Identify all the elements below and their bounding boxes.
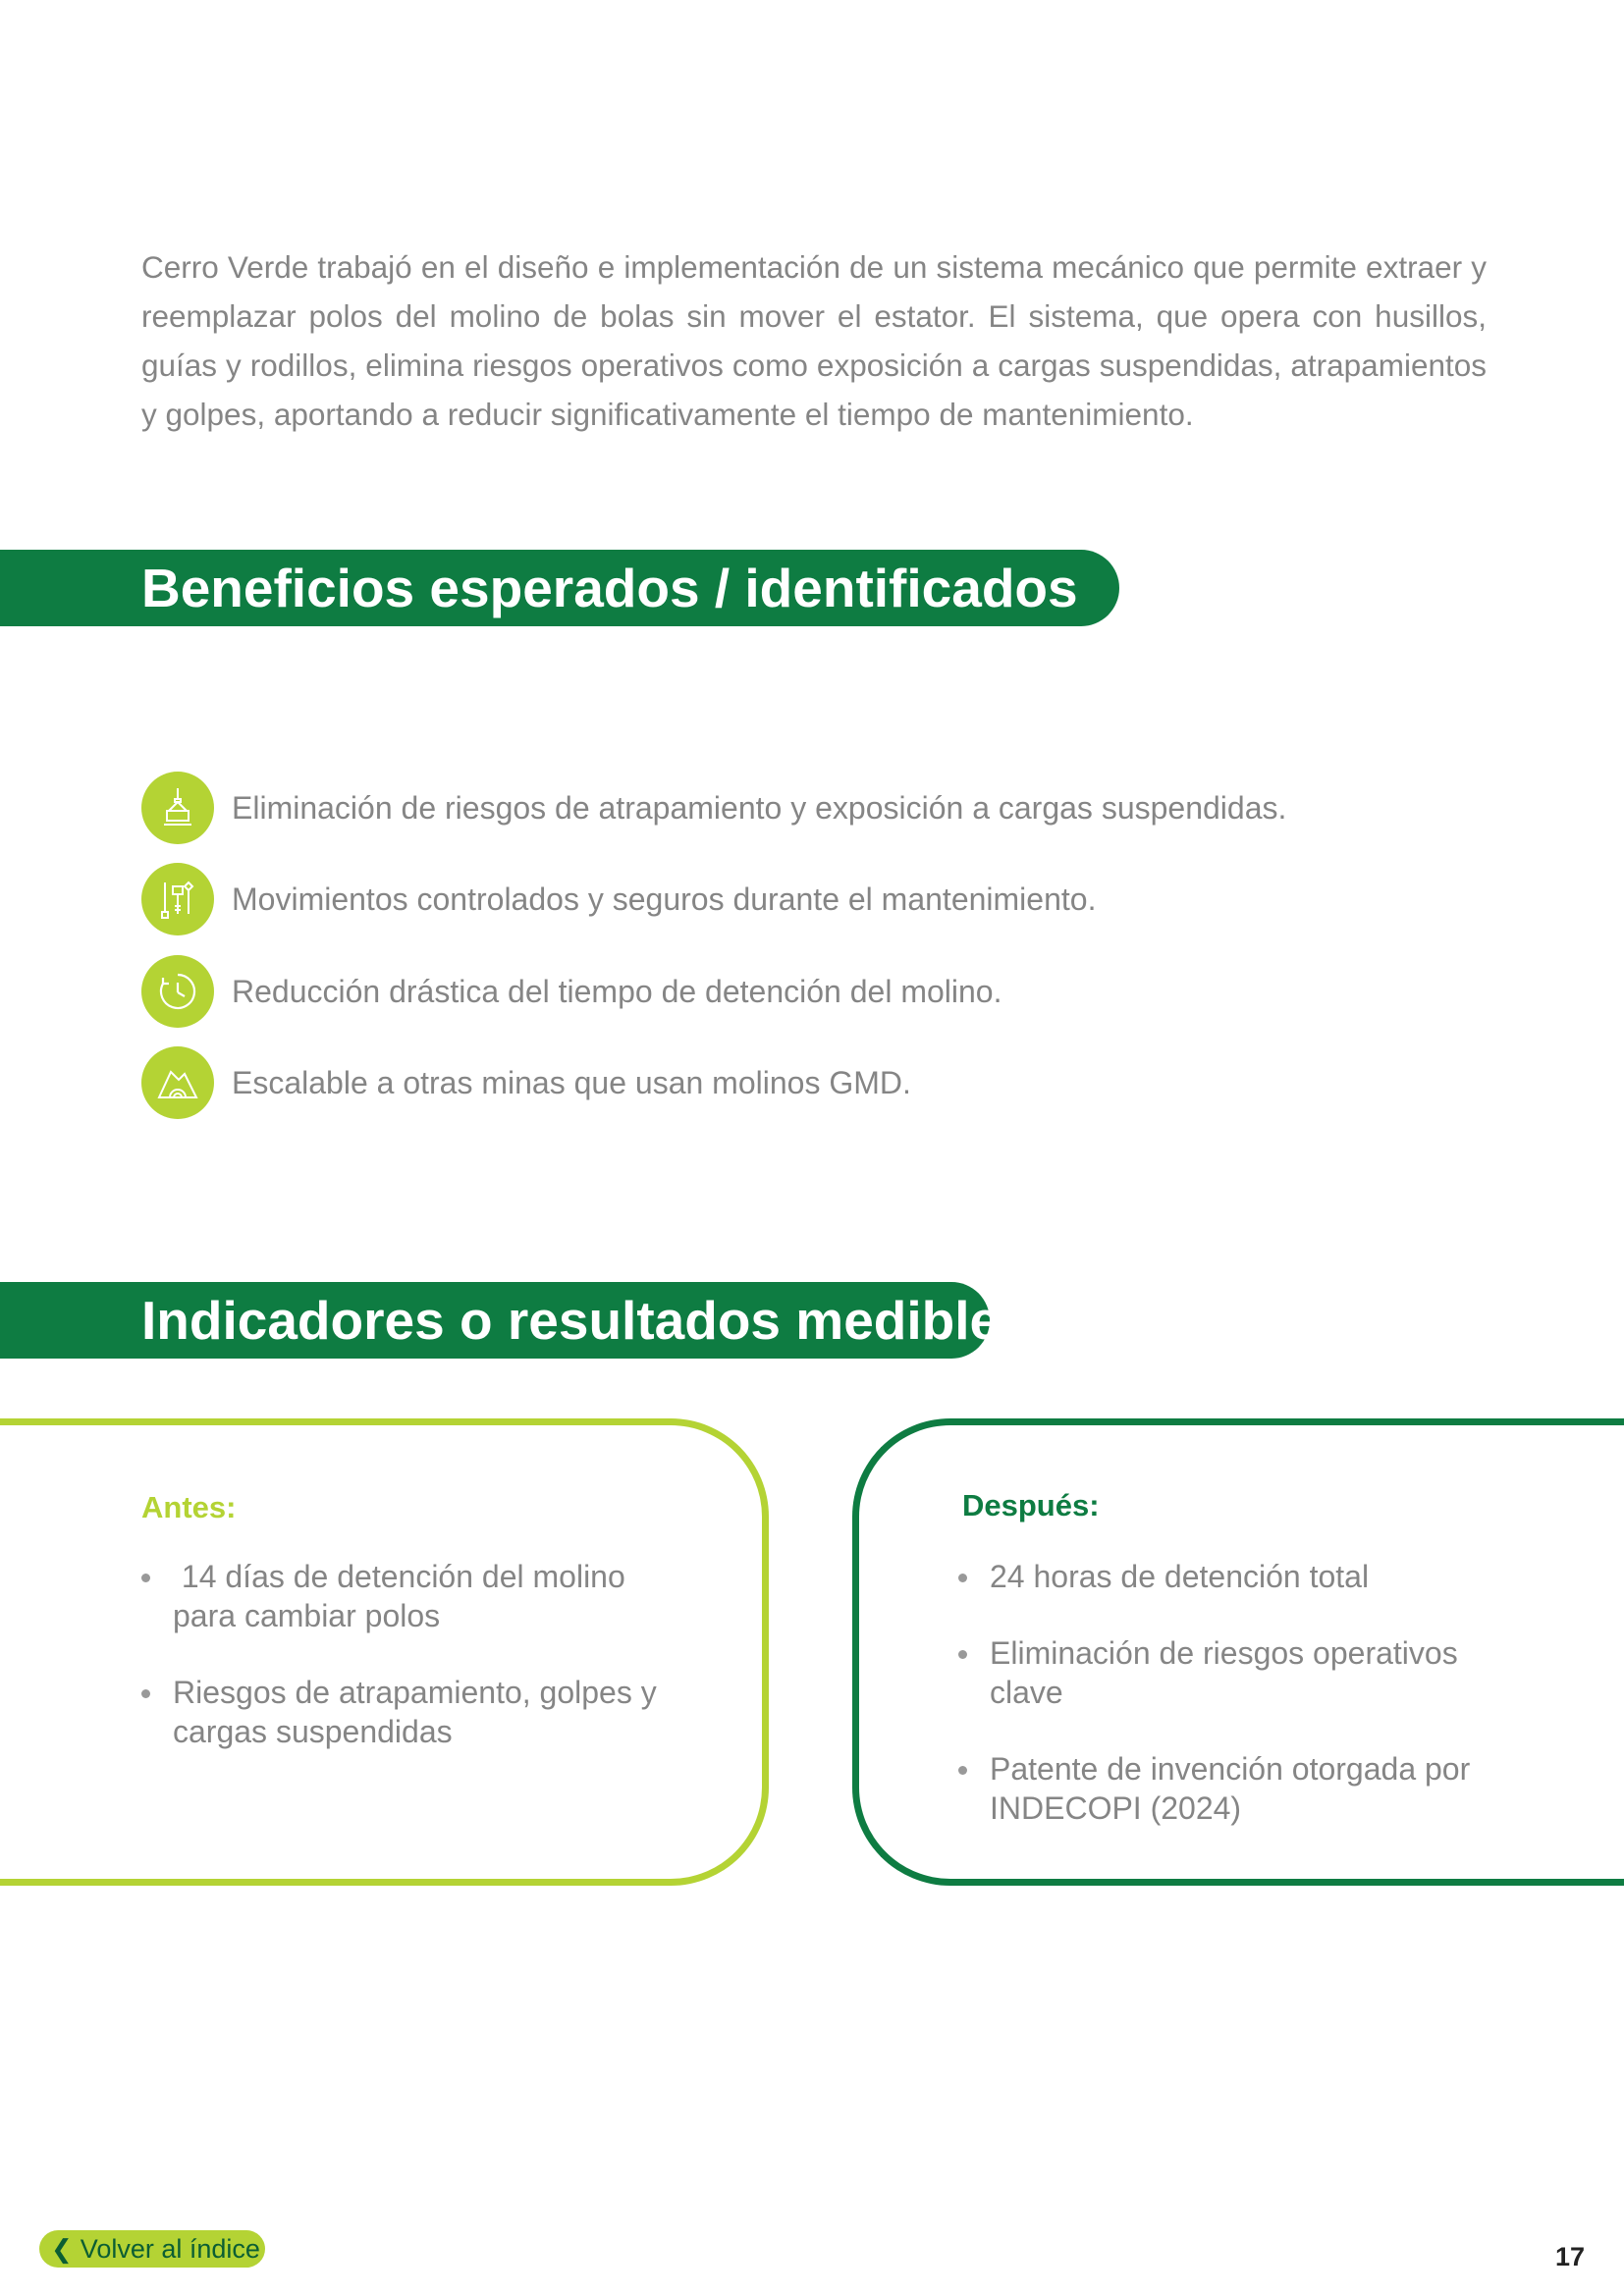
- clock-icon: [141, 955, 214, 1028]
- tools-icon: [141, 863, 214, 935]
- list-item: 24 horas de detención total: [958, 1557, 1508, 1596]
- list-item: Patente de invención otorgada por INDECOPI (2024): [958, 1749, 1508, 1828]
- benefits-section-title: Beneficios esperados / identificados: [0, 550, 1119, 626]
- mine-icon: [141, 1046, 214, 1119]
- back-to-index-label: Volver al índice: [80, 2233, 260, 2264]
- chevron-left-icon: ❮: [51, 2233, 73, 2264]
- suspended-load-icon: [141, 772, 214, 844]
- benefit-text: Eliminación de riesgos de atrapamiento y exposición a cargas suspendidas.: [232, 789, 1287, 826]
- before-list: [141, 1557, 691, 1789]
- benefit-text: Movimientos controlados y seguros durante el mantenimiento.: [232, 881, 1097, 917]
- benefit-item: [141, 955, 1001, 1028]
- list-item: Riesgos de atrapamiento, golpes y cargas suspendidas: [141, 1673, 691, 1751]
- list-item: Eliminación de riesgos operativos clave: [958, 1633, 1508, 1712]
- benefit-item: [141, 772, 1286, 844]
- benefit-item: [141, 1046, 911, 1119]
- page-number: 17: [1554, 2242, 1585, 2271]
- list-item: 14 días de detención del molino para cambiar polos: [141, 1557, 691, 1635]
- after-list: [958, 1557, 1508, 1865]
- back-to-index-button[interactable]: [39, 2230, 265, 2268]
- benefit-text: Escalable a otras minas que usan molinos GMD.: [232, 1064, 911, 1100]
- indicators-section-title: Indicadores o resultados medibles: [0, 1282, 990, 1359]
- benefit-item: [141, 863, 1096, 935]
- benefit-text: Reducción drástica del tiempo de detención del molino.: [232, 973, 1002, 1009]
- before-title: Antes:: [141, 1490, 237, 1524]
- after-title: Después:: [962, 1488, 1100, 1522]
- intro-paragraph: Cerro Verde trabajó en el diseño e implementación de un sistema mecánico que permite extraer y reemplazar polos del molino de bolas sin mover el estator. El sistema, que opera con husillos, guías y rodillos, elimina riesgos operativos como exposición a cargas suspendidas, atrapamientos y golpes, aportando a reducir significativamente el tiempo de mantenimiento.: [141, 249, 1487, 432]
